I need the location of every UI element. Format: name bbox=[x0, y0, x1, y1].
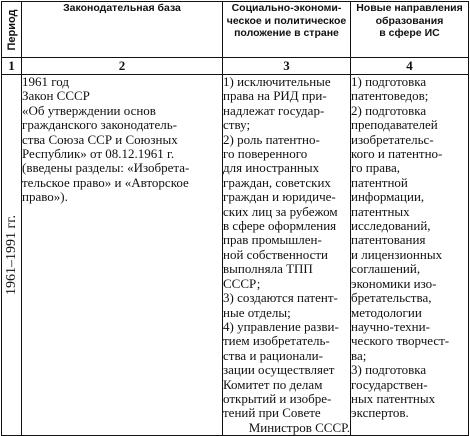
education-line: кого и патентно- bbox=[351, 146, 443, 162]
header-social-line: Социально-экономи- bbox=[231, 2, 342, 14]
header-period bbox=[2, 2, 22, 58]
social-economic-line: надлежат государ- bbox=[223, 102, 325, 118]
legal-base-cell bbox=[22, 75, 223, 436]
education-line: патентных bbox=[351, 203, 410, 219]
legal-base-line: 1961 год bbox=[22, 74, 69, 89]
social-economic-line: ских лиц за рубежом bbox=[223, 203, 338, 219]
header-education-line: образования bbox=[375, 14, 444, 27]
header-row bbox=[2, 2, 469, 58]
education-line: изобретательс- bbox=[351, 131, 434, 147]
social-economic-line: 1) исключительные bbox=[223, 74, 331, 89]
period-label: 1961–1991 гг. bbox=[3, 215, 19, 296]
education-line: патентной bbox=[351, 174, 408, 190]
social-economic-line: 2) роль патентно- bbox=[223, 131, 320, 147]
legal-base-line: Республик» от 08.12.1961 г. bbox=[22, 146, 175, 162]
education-line: 3) подготовка bbox=[351, 362, 427, 378]
header-period-label: Период bbox=[5, 8, 18, 51]
social-economic-line: тием изобретатель- bbox=[223, 333, 330, 349]
education-line: го права, bbox=[351, 160, 400, 176]
period-cell bbox=[2, 75, 22, 436]
social-economic-line: в сфере оформления bbox=[223, 218, 337, 234]
legal-base-line: право»). bbox=[22, 189, 68, 205]
education-line: и лицензионных bbox=[351, 246, 443, 262]
social-economic-line: Министров СССР. bbox=[248, 419, 350, 435]
education-line: государствен- bbox=[351, 376, 428, 392]
education-text bbox=[351, 75, 468, 421]
social-economic-line: СССР; bbox=[223, 275, 261, 291]
social-economic-line: 3) создаются патент- bbox=[223, 290, 338, 306]
header-social-line: ческое и политическое bbox=[226, 14, 347, 27]
social-economic-line: ной собственности bbox=[223, 246, 328, 262]
column-number: 4 bbox=[351, 58, 469, 75]
education-line: патентоведов; bbox=[351, 88, 429, 104]
social-economic-line: права на РИД при- bbox=[223, 88, 327, 104]
legal-base-line: ства Союза ССР и Союзных bbox=[22, 131, 178, 147]
education-line: исследований, bbox=[351, 218, 431, 234]
social-economic-line: прав промышлен- bbox=[223, 232, 322, 248]
header-education-line: Новые направления bbox=[356, 2, 463, 14]
legal-base-line: гражданского законодатель- bbox=[22, 117, 177, 133]
education-line: ческого творчест- bbox=[351, 333, 450, 349]
education-cell bbox=[351, 75, 469, 436]
legal-base-text bbox=[22, 75, 222, 205]
social-economic-line: го поверенного bbox=[223, 146, 308, 162]
column-number-row bbox=[2, 58, 469, 75]
education-line: соглашений, bbox=[351, 261, 421, 277]
social-economic-line: тений при Совете bbox=[223, 405, 321, 421]
legal-base-line: тельское право» и «Авторское bbox=[22, 174, 189, 190]
education-line: научно-техни- bbox=[351, 318, 430, 334]
legal-base-line: «Об утверждении основ bbox=[22, 102, 156, 118]
social-economic-line: граждан и юридиче- bbox=[223, 189, 336, 205]
header-legal-base-label: Законодательная база bbox=[63, 2, 181, 14]
legal-base-line: Закон СССР bbox=[22, 88, 90, 104]
header-legal-base bbox=[22, 2, 223, 58]
education-line: бретательства, bbox=[351, 290, 432, 306]
education-line: патентования bbox=[351, 232, 426, 248]
social-economic-line: ные отделы; bbox=[223, 304, 291, 320]
social-economic-line: для иностранных bbox=[223, 160, 320, 176]
social-economic-line: ства и рационали- bbox=[223, 347, 323, 363]
social-economic-line: ству; bbox=[223, 117, 251, 133]
education-line: экспертов. bbox=[351, 405, 409, 421]
header-education bbox=[351, 2, 469, 58]
column-number: 1 bbox=[2, 58, 22, 75]
education-line: преподавателей bbox=[351, 117, 438, 133]
social-economic-text bbox=[223, 75, 350, 435]
social-economic-line: выполняла ТПП bbox=[223, 261, 313, 277]
social-economic-line: Комитет по делам bbox=[223, 376, 323, 392]
social-economic-line: граждан, советских bbox=[223, 174, 331, 190]
header-social-line: положение в стране bbox=[234, 27, 339, 39]
social-economic-cell bbox=[223, 75, 351, 436]
column-number: 2 bbox=[22, 58, 223, 75]
education-line: 1) подготовка bbox=[351, 74, 427, 89]
legal-base-line: (введены разделы: «Изобрета- bbox=[22, 160, 190, 176]
education-line: ва; bbox=[351, 347, 367, 363]
social-economic-line: 4) управление разви- bbox=[223, 318, 339, 334]
period-row bbox=[2, 75, 469, 436]
education-line: ных патентных bbox=[351, 390, 436, 406]
header-education-line: в сфере ИС bbox=[379, 27, 440, 39]
history-table bbox=[1, 1, 469, 436]
column-number: 3 bbox=[223, 58, 351, 75]
header-social-economic bbox=[223, 2, 351, 58]
social-economic-line: зации осуществляет bbox=[223, 362, 335, 378]
education-line: методологии bbox=[351, 304, 422, 320]
education-line: информации, bbox=[351, 189, 425, 205]
education-line: экономики изо- bbox=[351, 275, 437, 291]
education-line: 2) подготовка bbox=[351, 102, 427, 118]
social-economic-line: открытий и изобре- bbox=[223, 390, 332, 406]
